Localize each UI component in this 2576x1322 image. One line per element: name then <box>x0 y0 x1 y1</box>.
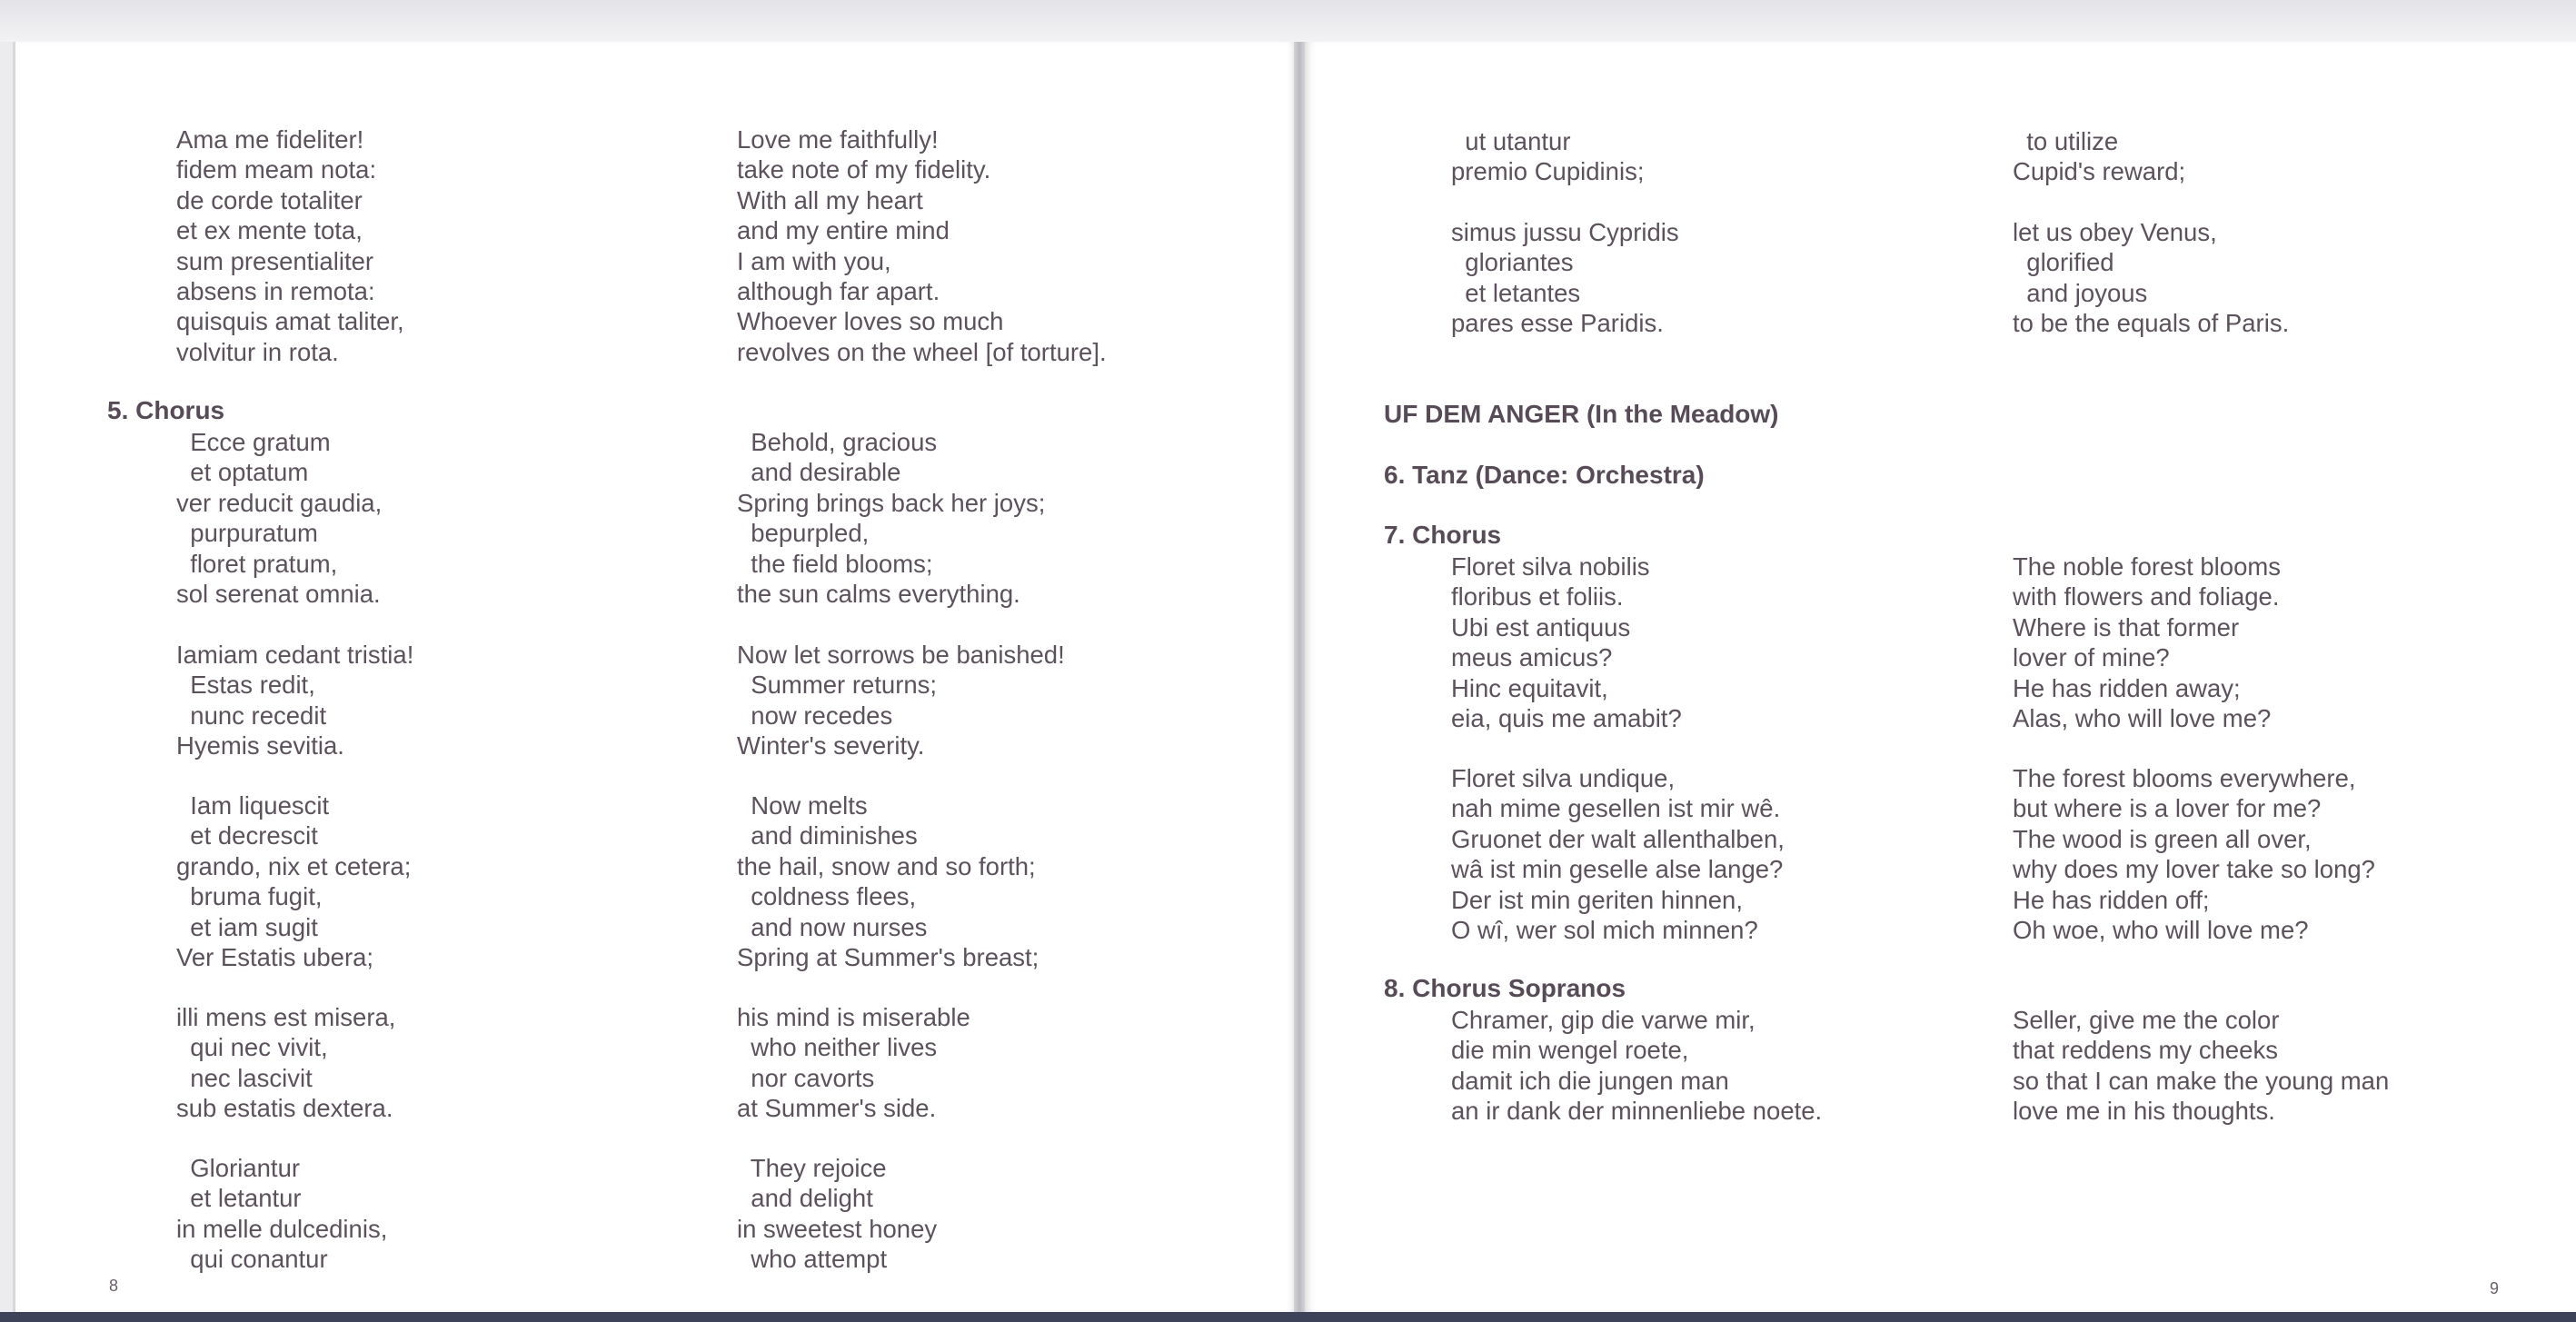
english-line: to be the equals of Paris. <box>2013 309 2290 338</box>
latin-line: nah mime gesellen ist mir wê. <box>1451 794 1781 823</box>
latin-line: sol serenat omnia. <box>176 580 381 608</box>
section-heading-uf-dem-anger: UF DEM ANGER (In the Meadow) <box>1384 400 1779 428</box>
latin-line: Hyemis sevitia. <box>176 731 344 760</box>
latin-line: sum presentialiter <box>176 246 374 275</box>
english-line: I am with you, <box>737 246 891 275</box>
english-line: and my entire mind <box>737 216 950 245</box>
latin-line: O wî, wer sol mich minnen? <box>1451 916 1758 944</box>
latin-line: quisquis amat taliter, <box>176 307 404 336</box>
latin-line: et iam sugit <box>176 912 318 941</box>
english-line: and delight <box>737 1184 873 1213</box>
latin-line: et ex mente tota, <box>176 216 363 245</box>
english-line: revolves on the wheel [of torture]. <box>737 337 1107 366</box>
latin-line: die min wengel roete, <box>1451 1036 1689 1065</box>
english-line: The wood is green all over, <box>2013 824 2312 853</box>
latin-line: illi mens est misera, <box>176 1003 396 1031</box>
latin-line: wâ ist min geselle alse lange? <box>1451 855 1784 884</box>
english-line: who neither lives <box>737 1033 938 1062</box>
latin-line: qui conantur <box>176 1245 328 1274</box>
chorus-7-heading: 7. Chorus <box>1384 521 1502 549</box>
latin-line: meus amicus? <box>1451 643 1613 672</box>
english-line: He has ridden off; <box>2013 885 2210 914</box>
english-line: with flowers and foliage. <box>2013 582 2280 611</box>
english-line: that reddens my cheeks <box>2013 1036 2278 1065</box>
english-line: let us obey Venus, <box>2013 218 2217 246</box>
english-line: the hail, snow and so forth; <box>737 851 1036 880</box>
english-line: Seller, give me the color <box>2013 1006 2280 1034</box>
english-line: in sweetest honey <box>737 1214 938 1243</box>
chorus-8-heading: 8. Chorus Sopranos <box>1384 974 1626 1002</box>
latin-line: et letantur <box>176 1184 302 1213</box>
scan-background-top <box>0 0 2576 42</box>
chorus-5-heading: 5. Chorus <box>107 396 225 424</box>
latin-line: simus jussu Cypridis <box>1451 218 1679 246</box>
latin-line: et optatum <box>176 458 309 487</box>
english-line: The forest blooms everywhere, <box>2013 764 2356 792</box>
latin-line: Gloriantur <box>176 1154 301 1182</box>
english-line: Now let sorrows be banished! <box>737 641 1065 669</box>
english-line: They rejoice <box>737 1154 887 1182</box>
english-line: take note of my fidelity. <box>737 155 991 184</box>
latin-line: absens in remota: <box>176 277 375 305</box>
scan-background-bottom <box>0 1312 2576 1322</box>
english-line: now recedes <box>737 701 893 730</box>
english-line: glorified <box>2013 248 2114 277</box>
english-line: Now melts <box>737 791 868 820</box>
latin-line: Chramer, gip die varwe mir, <box>1451 1006 1755 1034</box>
latin-line: Gruonet der walt allenthalben, <box>1451 824 1785 853</box>
english-line: Alas, who will love me? <box>2013 704 2272 732</box>
latin-line: floribus et foliis. <box>1451 582 1624 611</box>
english-line: Oh woe, who will love me? <box>2013 916 2309 944</box>
english-line: coldness flees, <box>737 882 917 911</box>
latin-line: Ecce gratum <box>176 428 331 456</box>
english-line: nor cavorts <box>737 1063 875 1092</box>
english-line: Whoever loves so much <box>737 307 1004 336</box>
latin-line: et decrescit <box>176 821 318 850</box>
latin-line: damit ich die jungen man <box>1451 1066 1729 1095</box>
latin-line: Iamiam cedant tristia! <box>176 641 414 669</box>
latin-line: nunc recedit <box>176 701 327 730</box>
latin-line: fidem meam nota: <box>176 155 377 184</box>
page-number-right: 9 <box>2490 1279 2500 1297</box>
latin-line: gloriantes <box>1451 248 1574 277</box>
latin-line: Floret silva nobilis <box>1451 552 1650 581</box>
english-line: but where is a lover for me? <box>2013 794 2322 823</box>
english-line: The noble forest blooms <box>2013 552 2282 581</box>
english-line: Love me faithfully! <box>737 125 939 154</box>
latin-line: Estas redit, <box>176 671 315 700</box>
english-line: love me in his thoughts. <box>2013 1097 2275 1126</box>
latin-line: qui nec vivit, <box>176 1033 328 1062</box>
latin-line: in melle dulcedinis, <box>176 1214 388 1243</box>
latin-line: floret pratum, <box>176 549 338 578</box>
english-line: Cupid's reward; <box>2013 157 2186 186</box>
latin-line: Iam liquescit <box>176 791 330 820</box>
latin-line: sub estatis dextera. <box>176 1094 393 1123</box>
english-line: so that I can make the young man <box>2013 1066 2390 1095</box>
english-line: bepurpled, <box>737 519 870 548</box>
english-line: Spring brings back her joys; <box>737 488 1046 517</box>
latin-line: de corde totaliter <box>176 185 363 214</box>
english-line: his mind is miserable <box>737 1003 970 1031</box>
english-line: why does my lover take so long? <box>2013 855 2375 884</box>
english-line: Summer returns; <box>737 671 938 700</box>
latin-line: Ama me fideliter! <box>176 125 364 154</box>
latin-line: pares esse Paridis. <box>1451 309 1664 338</box>
latin-line: volvitur in rota. <box>176 337 339 366</box>
latin-line: an ir dank der minnenliebe noete. <box>1451 1097 1823 1126</box>
latin-line: purpuratum <box>176 519 318 548</box>
english-line: to utilize <box>2013 127 2119 155</box>
english-line: although far apart. <box>737 277 940 305</box>
latin-line: ver reducit gaudia, <box>176 488 383 517</box>
english-line: Behold, gracious <box>737 428 938 456</box>
english-line: lover of mine? <box>2013 643 2170 672</box>
latin-line: Der ist min geriten hinnen, <box>1451 885 1743 914</box>
latin-line: grando, nix et cetera; <box>176 851 412 880</box>
english-line: the field blooms; <box>737 549 933 578</box>
english-line: Spring at Summer's breast; <box>737 943 1039 971</box>
latin-line: Floret silva undique, <box>1451 764 1676 792</box>
english-line: the sun calms everything. <box>737 580 1020 608</box>
latin-line: bruma fugit, <box>176 882 323 911</box>
english-line: With all my heart <box>737 185 923 214</box>
english-line: Winter's severity. <box>737 731 925 760</box>
english-line: and now nurses <box>737 912 928 941</box>
latin-line: Hinc equitavit, <box>1451 673 1608 702</box>
english-line: and joyous <box>2013 278 2148 307</box>
book-gutter <box>1294 42 1305 1312</box>
latin-line: Ver Estatis ubera; <box>176 943 374 971</box>
english-line: and desirable <box>737 458 901 487</box>
latin-line: eia, quis me amabit? <box>1451 704 1682 732</box>
english-line: at Summer's side. <box>737 1094 937 1123</box>
english-line: and diminishes <box>737 821 918 850</box>
latin-line: ut utantur <box>1451 127 1571 155</box>
english-line: Where is that former <box>2013 612 2240 641</box>
english-line: who attempt <box>737 1245 888 1274</box>
latin-line: et letantes <box>1451 278 1581 307</box>
latin-line: nec lascivit <box>176 1063 313 1092</box>
latin-line: Ubi est antiquus <box>1451 612 1631 641</box>
page-number-left: 8 <box>109 1277 119 1295</box>
latin-line: premio Cupidinis; <box>1451 157 1645 186</box>
english-line: He has ridden away; <box>2013 673 2241 702</box>
tanz-6-heading: 6. Tanz (Dance: Orchestra) <box>1384 461 1705 489</box>
